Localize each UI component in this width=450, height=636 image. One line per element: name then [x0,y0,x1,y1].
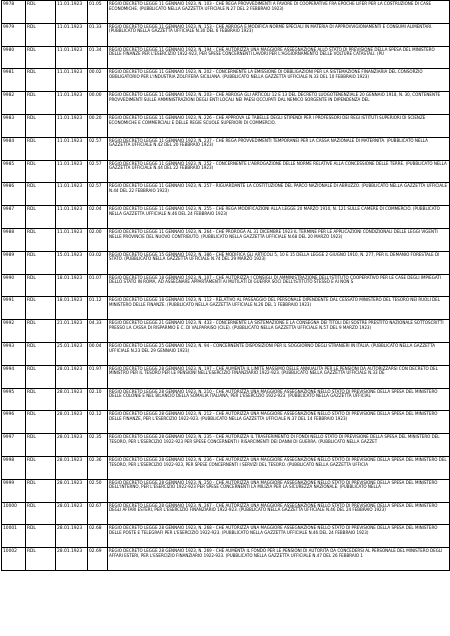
registration-code-cell: 02.69 [88,548,108,571]
decree-number-cell: 9978 [2,1,26,24]
registration-code-cell: 02.12 [88,411,108,434]
decree-number-cell: 9979 [2,23,26,46]
decree-number-cell: 9983 [2,114,26,137]
registration-code-cell: 02.36 [88,456,108,479]
decree-number-cell: 9990 [2,274,26,297]
table-row [2,69,450,92]
decree-date-cell: 11.01.1923 [56,137,88,160]
decree-description-cell: REGIO DECRETO LEGGE 11 GENNAIO 1923, N. 264 - CHE PROROGA AL 31 DICEMBRE 1923 IL TERMINE PER LE APPLICAZIONI CONDIZIONALI DELLE LEGGI VIGENTI NELLE PROVINCIE DEL NUOVO CONTRIBUTO. (PUBBLICATO NELLA GAZZETTA UFFICIALE N.68 DEL 20 MARZO 1923) [108,228,450,251]
decree-number-cell: 10001 [2,525,26,548]
decree-date-cell: 11.01.1923 [56,23,88,46]
registration-code-cell: 01.05 [88,1,108,24]
decree-description-cell: REGIO DECRETO LEGGE 11 GENNAIO 1923, N. 255 - CHE REGA MODIFICAZIONI ALLA LEGGE 20 MARZO 1910, N. 121 SULLE CAMERE DI COMMERCIO. (PUBBLICATO NELLA GAZZETTA UFFICIALE N.46 DEL 24 FEBBRAIO 1923) [108,206,450,229]
table-row [2,183,450,206]
decree-number-cell: 9996 [2,411,26,434]
registration-code-cell: 02.10 [88,388,108,411]
table-row [2,525,450,548]
decree-description-cell: REGIO DECRETO LEGGE 28 GENNAIO 1923, N. 212 - CHE AUTORIZZA UNA MAGGIORE ASSEGNAZIONE NELLO STATO DI PREVISIONE DELLA SPESA DEL MINISTERO DELLE FINANZE, PER L'ESERCIZIO 1922-923. (PUBBLICATO NELLA GAZZETTA UFFICIALE N.37 DEL 14 FEBBRAIO 1923) [108,411,450,434]
decree-number-cell: 9989 [2,251,26,274]
decree-description-cell: REGIO DECRETO LEGGE 28 GENNAIO 1923, N. 267 - CHE AUTORIZZA UNA MAGGIORE ASSEGNAZIONE NELLO STATO DI PREVISIONE DELLA SPESA DEL MINISTERO DEGLI AFFARI ESTERI, PER L'ESERCIZIO FINANZIARIO 1922-923. (PUBBLICATO NELLA GAZZETTA UFFICIALE N.46 DEL 24 FEBBRAIO 1923) [108,502,450,525]
decree-description-cell: REGIO DECRETO LEGGE 11 GENNAIO 1923, N. 194 - CHE AUTORIZZA UNA MAGGIORE ASSEGNAZIONE ALLO STATO DI PREVISIONE DELLA SPESA DEL MINISTERO DELLE FINANZE PER L'ESERCIZIO 1922-923, PER SPESE CONCERNENTI LAVORI PER L'AGGIORNAMENTO DELLE VOLTURE CATASTALI. (PU [108,46,450,69]
table-row [2,160,450,183]
decree-description-cell: REGIO DECRETO LEGGE 28 GENNAIO 1923, N. 197 - CHE AUMENTA IL LIMITE MASSIMO DELLE ANNUALITA PER LE PENSIONI DA AUTORIZZARSI CON DECRETO DEL MINISTRO PER IL TESORO PER LE PENSIONI NELL'ESERCIZIO FINANZIARIO 1922-923. (PUBBLICATO NELLA GAZZETTA UFFICIALE N.33 DE [108,365,450,388]
act-type-cell: RDL [26,228,56,251]
decree-number-cell: 9992 [2,320,26,343]
registration-code-cell: 02.04 [88,206,108,229]
registration-code-cell: 00.04 [88,342,108,365]
act-type-cell: RDL [26,114,56,137]
register-rows [2,1,450,571]
act-type-cell: RDL [26,365,56,388]
decree-description-cell: REGIO DECRETO LEGGE 21 GENNAIO 1923, N. 433 - CONCERNENTE LA SISTEMAZIONE E LA CONSEGNA DEI TITOLI DEI SOSTRE PRESTITO NAZIONALE SOTTOSCRITTI PRESSO LA CASSA DI RISPARMIO E C. DI VALPARAISO (CILE). (PUBBLICATO NELLA GAZZETTA UFFICIALE N.57 DEL 9 MARZO 1923) [108,320,450,343]
act-type-cell: RDL [26,69,56,92]
registration-code-cell: 01.07 [88,274,108,297]
registration-code-cell: 04.33 [88,320,108,343]
registration-code-cell: 01.34 [88,46,108,69]
table-row [2,297,450,320]
decree-number-cell: 9995 [2,388,26,411]
decree-date-cell: 11.01.1923 [56,228,88,251]
act-type-cell: RDL [26,160,56,183]
registration-code-cell: 02.00 [88,228,108,251]
table-row [2,114,450,137]
decree-number-cell: 9998 [2,456,26,479]
decree-date-cell: 11.01.1923 [56,160,88,183]
decree-number-cell: 9984 [2,137,26,160]
table-row [2,92,450,115]
decree-description-cell: REGIO DECRETO LEGGE 11 GENNAIO 1923, N. 202 - CONCERNENTE LA EMISSIONE DI OBBLIGAZIONI PER LA SISTEMAZIONE FINANZIARIA DEL CONSORZIO OBBLIGATORIO PER L'INDUSTRIA ZOLFIFERA SICILIANA. (PUBBLICATO NELLA GAZZETTA UFFICIALE N.33 DEL 10 FEBBRAIO 1923) [108,69,450,92]
table-row [2,388,450,411]
decree-description-cell: REGIO DECRETO LEGGE 11 GENNAIO 1923, N. 103 - CHE REGA PROVVEDIMENTI A FAVORE DI COOPERATIVE FRA EPOCHE LIFER PER LA COSTRUZIONE DI CASE ECONOMICHE. (PUBBLICATO NELLA GAZZETTA UFFICIALE N.27 DEL 2 FEBBRAIO 1923) [108,1,450,24]
act-type-cell: RDL [26,479,56,502]
registration-code-cell: 00.20 [88,114,108,137]
decree-number-cell: 9999 [2,479,26,502]
decree-date-cell: 28.01.1923 [56,434,88,457]
table-row [2,206,450,229]
decree-description-cell: REGIO DECRETO LEGGE 28 GENNAIO 1923, N. 268 - CHE AUTORIZZA UNA MAGGIORE ASSEGNAZIONE NELLO STATO DI PREVISIONE DELLA SPESA DEL MINISTERO DELLE POSTE E TELEGRAFI PER L'ESERCIZIO 1922-923. (PUBBLICATO NELLA GAZZETTA UFFICIALE N.46 DEL 24 FEBBRAIO 1923) [108,525,450,548]
registration-code-cell: 03.02 [88,251,108,274]
decree-description-cell: REGIO DECRETO LEGGE 11 GENNAIO 1923, N. 237 - CHE REGA PROVVEDIMENTI TEMPORANEI PER LA CASSA NAZIONALE DI MATERNITA. (PUBBLICATO NELLA GAZZETTA UFFICIALE N.42 DEL 20 FEBBRAIO 1923) [108,137,450,160]
table-row [2,342,450,365]
act-type-cell: RDL [26,297,56,320]
table-row [2,228,450,251]
decree-date-cell: 11.01.1923 [56,69,88,92]
decree-description-cell: REGIO DECRETO LEGGE 11 GENNAIO 1923, N. 153 - CHE ABROGA E MODIFICA NORME SPECIALI IN MATERIA DI APPROVVIGIONAMENTI E CONSUMI ALIMENTARI. (PUBBLICATO NELLA GAZZETTA UFFICIALE N.30 DEL 6 FEBBRAIO 1923) [108,23,450,46]
decree-number-cell: 9987 [2,206,26,229]
decree-description-cell: REGIO DECRETO LEGGE 28 GENNAIO 1923, N. 250 - CHE AUTORIZZA UNA MAGGIORE ASSEGNAZIONE NELLO STATO DI PREVISIONE DELLA SPESA DEL MINISTERO DELL'INTERNO, PER L'ESERCIZIO 1922-923 PER SPESE CONCERNENTI LA MILIZIA PER LA SICUREZZA NAZIONALE. (PUBBLICATO NELLA [108,479,450,502]
decree-number-cell: 9986 [2,183,26,206]
decree-date-cell: 28.01.1923 [56,548,88,571]
act-type-cell: RDL [26,251,56,274]
decree-number-cell: 9991 [2,297,26,320]
act-type-cell: RDL [26,388,56,411]
decree-description-cell: REGIO DECRETO LEGGE 11 GENNAIO 1923, N. 252 - CONCERNENTE L'ABROGAZIONE DELLE NORME RELATIVE ALLA CONCESSIONE DELLE TERRE. (PUBBLICATO NELLA GAZZETTA UFFICIALE N.44 DEL 22 FEBBRAIO 1923) [108,160,450,183]
decree-date-cell: 28.01.1923 [56,365,88,388]
decree-date-cell: 21.01.1923 [56,320,88,343]
decree-description-cell: REGIO DECRETO LEGGE 11 GENNAIO 1923, N. 226 - CHE APPROVA LE TABELLE DEGLI STIPENDI PER I PROFESSORI DEI REGI ISTITUTI SUPERIORI DI SCIENZE ECONOMICHE E COMMERCIALI E DELLE REGIE SCUOLE SUPERIORI DI COMMERCIO. [108,114,450,137]
decree-date-cell: 11.01.1923 [56,46,88,69]
decree-date-cell: 28.01.1923 [56,479,88,502]
decree-date-cell: 28.01.1923 [56,411,88,434]
decree-date-cell: 11.01.1923 [56,1,88,24]
decree-description-cell: REGIO DECRETO LEGGE 15 GENNAIO 1923, N. 386 - CHE MODIFICA GLI ARTICOLI 5, 10 E 15 DELLA LEGGE 2 GIUGNO 1910, N. 277, PER IL DEMANIO FORESTALE DI STATO. (PUBBLICATO NELLA GAZZETTA UFFICIALE N.74 DEL 29 MARZO 1923) [108,251,450,274]
decree-date-cell: 28.01.1923 [56,525,88,548]
act-type-cell: RDL [26,548,56,571]
act-type-cell: RDL [26,525,56,548]
act-type-cell: RDL [26,92,56,115]
decree-description-cell: REGIO DECRETO LEGGE 11 GENNAIO 1923, N. 257 - RIGUARDANTE LA COSTITUZIONE DEL PARCO NAZIONALE DI ABRUZZO. (PUBBLICATO NELLA GAZZETTA UFFICIALE N.44 DEL 22 FEBBRAIO 1923) [108,183,450,206]
table-row [2,23,450,46]
act-type-cell: RDL [26,456,56,479]
decree-number-cell: 9980 [2,46,26,69]
act-type-cell: RDL [26,46,56,69]
act-type-cell: RDL [26,274,56,297]
decree-number-cell: 9988 [2,228,26,251]
registration-code-cell: 01.97 [88,365,108,388]
table-row [2,251,450,274]
decree-date-cell: 28.01.1923 [56,456,88,479]
table-row [2,479,450,502]
decree-description-cell: REGIO DECRETO LEGGE 28 GENNAIO 1923, N. 210 - CHE AUTORIZZA UNA MAGGIORE ASSEGNAZIONE NELLO STATO DI PREVISIONE DELLA SPESA DEL MINISTERO DELLE COLONIE E NEL BILANCIO DELLA SOMALIA ITALIANA, PER L'ESERCIZIO 1922-923. (PUBBLICATO NELLA GAZZETTA UFFICIAL [108,388,450,411]
registration-code-cell: 02.68 [88,525,108,548]
decree-date-cell: 25.01.1923 [56,342,88,365]
decree-description-cell: REGIO DECRETO LEGGE 28 GENNAIO 1923, N. 235 - CHE AUTORIZZA IL TRASFERIMENTO DI FONDI NELLO STATO DI PREVISIONE DELLA SPESA DEL MINISTERO DEL TESORO, PER L'ESERCIZIO 1922-923 PER SPESE CONCERNENTI I RISARCIMENTI DEI DANNI DI GUERRA. (PUBBLICATO NELLA GAZZET [108,434,450,457]
decree-number-cell: 9981 [2,69,26,92]
registration-code-cell: 01.33 [88,23,108,46]
table-row [2,320,450,343]
decree-date-cell: 11.01.1923 [56,92,88,115]
registration-code-cell: 02.35 [88,434,108,457]
decree-description-cell: REGIO DECRETO LEGGE 11 GENNAIO 1923, N. 203 - CHE ABROGA GLI ARTICOLI 12 E 13 DEL DECRETO LUOGOTENENZIALE 20 GENNAIO 1918, N. 30, CONTENENTE PROVVEDIMENTI SULLE AMMINISTRAZIONI DEGLI ENTI LOCALI NEI PAESI OCCUPATI DAL NEMICO SORGENTE IN DIPENDENZA DEL [108,92,450,115]
decree-number-cell: 9994 [2,365,26,388]
decree-date-cell: 11.01.1923 [56,206,88,229]
decree-description-cell: REGIO DECRETO LEGGE 28 GENNAIO 1923, N. 236 - CHE AUTORIZZA UNA MAGGIORE ASSEGNAZIONE NELLO STATO DI PREVISIONE DELLA SPESA DEL MINISTERO DEL TESORO, PER L'ESERCIZIO 1922-923, PER SPESE CONCERNENTI I SERVIZI DEL TESORO. (PUBBLICATO NELLA GAZZETTA UFFICIA [108,456,450,479]
act-type-cell: RDL [26,206,56,229]
table-row [2,365,450,388]
registration-code-cell: 02.50 [88,479,108,502]
act-type-cell: RDL [26,23,56,46]
decree-date-cell: 18.01.1923 [56,297,88,320]
table-row [2,502,450,525]
decree-description-cell: REGIO DECRETO LEGGE 28 GENNAIO 1923, N. 269 - CHE AUMENTA IL FONDO PER LE PENSIONI DI AUTORITA DA CONCEDERSI AL PERSONALE DEL MINISTERO DEGLI AFFARI ESTERI, PER L'ESERCIZIO FINANZIARIO 1922-923. (PUBBLICATO NELLA GAZZETTA UFFICIALE N.47 DEL 26 FEBBRAIO 1 [108,548,450,571]
table-row [2,548,450,571]
registration-code-cell: 02.57 [88,160,108,183]
decree-date-cell: 11.01.1923 [56,114,88,137]
act-type-cell: RDL [26,137,56,160]
table-row [2,434,450,457]
registration-code-cell: 02.67 [88,502,108,525]
decree-number-cell: 9982 [2,92,26,115]
table-row [2,46,450,69]
registration-code-cell: 00.02 [88,69,108,92]
decree-number-cell: 10002 [2,548,26,571]
act-type-cell: RDL [26,411,56,434]
decree-date-cell: 28.01.1923 [56,388,88,411]
decree-date-cell: 18.01.1923 [56,274,88,297]
decree-description-cell: REGIO DECRETO LEGGE 18 GENNAIO 1923, N. 107 - CHE AUTORIZZA I CONSIGLI DI AMMINISTRAZIONE DELL'ISTITUTO COOPERATIVO PER LE CASE DEGLI IMPIEGATI DELLO STATO IN ROMA, AD ASSEGNARE APPARTAMENTI AI MUTILATI DI GUERRA SOCI DELL'ISTITUTO STESSO E AI NON S [108,274,450,297]
table-row [2,137,450,160]
table-row [2,411,450,434]
decree-description-cell: REGIO DECRETO LEGGE 18 GENNAIO 1923, N. 112 - RELATIVO AL PASSAGGIO DEL PERSONALE DIPENDENTE DAL CESSATO MINISTERO DEL TESORO NEI RUOLI DEL MINISTERO DELLE FINANZE. (PUBBLICATO NELLA GAZZETTA UFFICIALE N.26 DEL 1 FEBBRAIO 1923) [108,297,450,320]
act-type-cell: RDL [26,183,56,206]
decree-number-cell: 9997 [2,434,26,457]
registration-code-cell: 00.00 [88,92,108,115]
act-type-cell: RDL [26,320,56,343]
act-type-cell: RDL [26,434,56,457]
act-type-cell: RDL [26,502,56,525]
decree-date-cell: 15.01.1923 [56,251,88,274]
decree-register-table [1,0,450,571]
decree-description-cell: REGIO DECRETO LEGGE 25 GENNAIO 1923, N. 94 - CONCERNENTE DISPOSIZIONI PER IL SOGGIORNO DEGLI STRANIERI IN ITALIA. (PUBBLICATO NELLA GAZZETTA UFFICIALE N.23 DEL 29 GENNAIO 1923) [108,342,450,365]
decree-number-cell: 10000 [2,502,26,525]
table-row [2,1,450,24]
registration-code-cell: 02.57 [88,183,108,206]
decree-number-cell: 9993 [2,342,26,365]
registration-code-cell: 02.57 [88,137,108,160]
decree-date-cell: 28.01.1923 [56,502,88,525]
table-row [2,456,450,479]
decree-number-cell: 9985 [2,160,26,183]
act-type-cell: RDL [26,1,56,24]
decree-date-cell: 11.01.1923 [56,183,88,206]
registration-code-cell: 01.12 [88,297,108,320]
act-type-cell: RDL [26,342,56,365]
table-row [2,274,450,297]
